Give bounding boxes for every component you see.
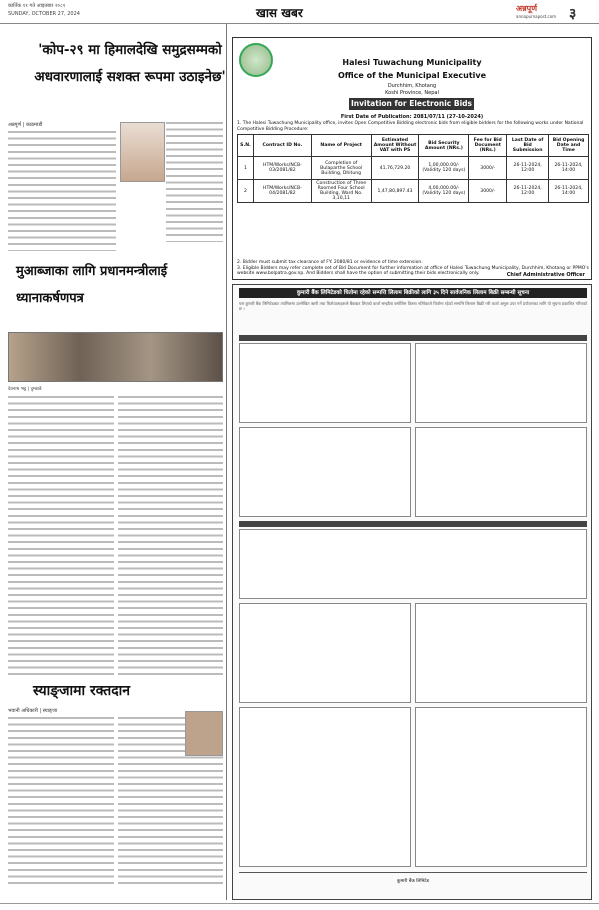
bank-detail-box — [415, 343, 587, 423]
brand-url: annapurnapost.com — [516, 14, 557, 19]
bank-detail-box — [415, 427, 587, 517]
cell: Construction of Three Roomed Four School Building, Ward No. 3,10,11 — [311, 180, 371, 203]
bank-detail-box — [239, 529, 587, 599]
byline: भवानी अधिकारी | स्याङ्जा — [8, 708, 58, 714]
bank-detail-box — [239, 427, 411, 517]
tender-note: 2. Bidder must submit tax clearance of FY: 2080/81 or evidence of time extension. — [237, 260, 423, 265]
story-text-column — [166, 122, 223, 242]
bank-detail-box — [239, 603, 411, 703]
small-photo — [185, 711, 223, 756]
tender-office: Office of the Municipal Executive — [337, 71, 487, 80]
col-header: Name of Project — [311, 135, 371, 157]
byline: अन्नपूर्ण | काठमाडौं — [8, 122, 43, 128]
tender-address: Durchhim, Khotang — [387, 83, 437, 89]
headline-blood-donation: स्याङ्जामा रक्तदान — [33, 683, 131, 699]
cell: 1,47,80,897.43 — [371, 180, 419, 203]
cell: 3000/- — [469, 180, 507, 203]
tender-intro: 1. The Halesi Tuwachung Municipality office, invites Open Competitive Bidding electronic bids from eligible bidders for the following works under National Competitive Bidding Procedure: — [237, 121, 584, 132]
portrait-photo — [120, 122, 165, 182]
tender-org: Halesi Tuwachung Municipality — [342, 58, 482, 67]
story-compensation — [8, 396, 223, 676]
page-header — [0, 0, 599, 24]
cell: 2 — [238, 180, 254, 203]
col-header: Estimated Amount Without VAT with PS — [371, 135, 419, 157]
cell: 3000/- — [469, 157, 507, 180]
col-header: Last Date of Bid Submission — [507, 135, 549, 157]
bank-intro: यस कुमारी बैंक लिमिटेडबाट तपसिलमा उल्लेखित ऋणी तथा धितोवालाहरूले बैंकबाट लिएको कर्जा सम्झौता बमोजिम किस्ता नतिरेकाले धितोमा रहेको सम्पत्ति लिलाम बिक्री गरी कर्जा असुल उपर गर्ने प्रयोजनका लागि यो सूचना प्रकाशित गरिएको छ । — [239, 301, 587, 311]
col-header: Fee for Bid Document (NRs.) — [469, 135, 507, 157]
cell: 4,00,000.00/- (Validity 120 days) — [419, 180, 469, 203]
bank-detail-box — [415, 603, 587, 703]
table-row — [238, 180, 589, 203]
tender-banner: Invitation for Electronic Bids — [349, 98, 474, 110]
section-title: खास खबर — [256, 6, 303, 20]
headline-compensation: मुआब्जाका लागि प्रधानमन्त्रीलाई ध्यानाकर्षणपत्र — [16, 264, 168, 306]
story-text-block — [166, 122, 223, 242]
col-header: Bid Security Amount (NRs.) — [419, 135, 469, 157]
col-header: Contract ID No. — [253, 135, 311, 157]
cell: 1,00,000.00/- (Validity 120 days) — [419, 157, 469, 180]
story-text-block — [8, 717, 114, 887]
bank-section-bar — [239, 521, 587, 527]
bank-terms-box — [415, 707, 587, 867]
headline-cop29: 'कोप-२९ मा हिमालदेखि समुद्रसम्मको अधवारणालाई सशक्त रूपमा उठाइनेछ' — [34, 42, 226, 85]
bank-detail-box — [239, 343, 411, 423]
tender-province: Koshi Province, Nepal — [385, 90, 439, 96]
tender-table — [237, 134, 589, 203]
col-header: Bid Opening Date and Time — [549, 135, 589, 157]
bank-detail-box — [239, 707, 411, 867]
story-text-block — [8, 131, 116, 251]
tender-signature: Chief Administrative Officer — [506, 272, 585, 278]
story-text-block — [8, 396, 114, 676]
cell: 26-11-2024, 12:00 — [507, 180, 549, 203]
bank-heading: कुमारी बैंक लिमिटेडको धितोमा रहेको सम्पत्ति लिलाम बिक्रीको लागि ३५ दिने सार्वजनिक लिलाम बिक्री सम्बन्धी सूचना — [239, 288, 587, 298]
cell: HTM/Works/NCB-04/2081/82 — [253, 180, 311, 203]
cell: 1 — [238, 157, 254, 180]
cell: Completion of Bulaparthe School Building, Dhitung — [311, 157, 371, 180]
column-divider — [226, 24, 227, 900]
tender-pub-date: First Date of Publication: 2081/07/11 (27-10-2024) — [340, 114, 484, 120]
cell: 26-11-2024, 12:00 — [507, 157, 549, 180]
table-row — [238, 157, 589, 180]
page-number: ३ — [569, 6, 577, 22]
date-nepali: कार्तिक ११ गते आइतबार २०८१ — [8, 3, 66, 9]
cell: 26-11-2024, 14:00 — [549, 180, 589, 203]
cell: 41,76,729.20 — [371, 157, 419, 180]
bank-auction-notice — [232, 284, 592, 900]
news-photo — [8, 332, 223, 382]
story-text-block — [118, 396, 224, 676]
bank-footer: कुमारी बैंक लिमिटेड — [239, 872, 587, 890]
tender-note: 3. Eligible Bidders may refer complete set of Bid Document for further information at office of Halesi Tuwachung Municipality, Durchhim, Khotang or PPMO's website www.bolpatra.gov.np. And Bidders shall have the option of submitting their bids electronically only. — [237, 265, 589, 277]
cell: HTM/Works/NCB-03/2081/82 — [253, 157, 311, 180]
bank-section-bar — [239, 335, 587, 341]
tender-notice — [232, 37, 592, 280]
col-header: S.N. — [238, 135, 254, 157]
brand-name: अन्नपूर्ण — [516, 4, 537, 13]
photo-caption: देवनाथ भट्ट | दुम्काडे — [8, 387, 42, 392]
cell: 26-11-2024, 14:00 — [549, 157, 589, 180]
page-bottom-rule — [0, 903, 599, 904]
date-english: SUNDAY, OCTOBER 27, 2024 — [8, 11, 80, 17]
